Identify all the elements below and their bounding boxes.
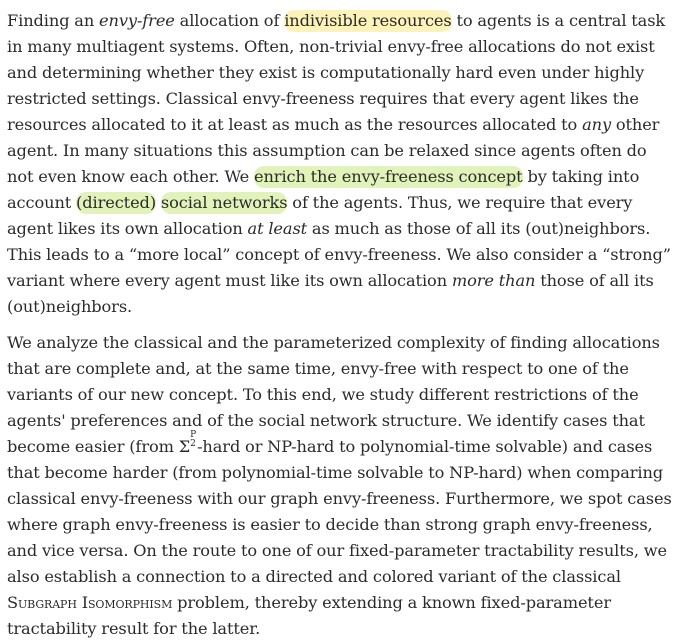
text-run: allocation of [174,11,285,30]
abstract-paragraph-1 [7,8,677,320]
sigma-subscript: 2 [190,439,196,449]
small-caps-subgraph-isomorphism: Subgraph Isomorphism [7,593,173,612]
emphasis-any: any [582,115,611,134]
sigma-symbol: Σ [178,437,191,456]
abstract-paragraph-2 [7,330,677,642]
text-run: other agent. In many situations this assumption can be relaxed since agents often do not even know each other. We [7,115,660,186]
text-run: -hard or NP-hard to polynomial-time solvable) and cases that become harder (from polynomial-time solvable to NP-hard) when comparing classical envy-freeness with our graph envy-freeness. Furthermore, we spot cases where graph envy-freeness is easier to decide than strong graph envy-freeness, and vice versa. On the route to one of our fixed-parameter tractability results, we also establish a connection to a directed and colored variant of the classical [7,437,672,586]
emphasis-envy-free: envy-free [99,11,175,30]
highlight-indivisible-resources: indivisible resources [284,11,452,30]
text-run: to agents is a central task in many multiagent systems. Often, non-trivial envy-free allocations do not exist and determining whether they exist is computationally hard even under highly restricted settings. Classical envy-freeness requires that every agent likes the resources allocated to it at least as much as the resources allocated to [7,11,666,134]
highlight-enrich-concept: enrich the envy-freeness concept [254,167,523,186]
highlight-social-networks: social networks [160,193,288,212]
text-run: as much as those of all its (out)neighbors. This leads to a “more local” concept of envy-freeness. We also consider a “strong” variant where every agent must like its own allocation [7,219,671,290]
sigma-scripts [190,430,197,452]
text-run: We analyze the classical and the parameterized complexity of finding allocations that are complete and, at the same time, envy-free with respect to one of the variants of our new concept. To this end, we study different restrictions of the agents' preferences and of the social network structure. We identify cases that become easier (from [7,333,660,456]
emphasis-more-than: more than [451,271,536,290]
sigma-superscript: P [190,430,197,440]
text-run: problem, thereby extending a known fixed-parameter tractability result for the latter. [7,593,611,638]
abstract [7,8,677,642]
text-run: those of all its (out)neighbors. [7,271,654,316]
text-run: by taking into account [7,167,640,212]
text-run: Finding an [7,11,100,30]
highlight-directed: (directed) [76,193,157,212]
emphasis-at-least: at least [247,219,308,238]
text-run: of the agents. Thus, we require that every agent likes its own allocation [7,193,633,238]
